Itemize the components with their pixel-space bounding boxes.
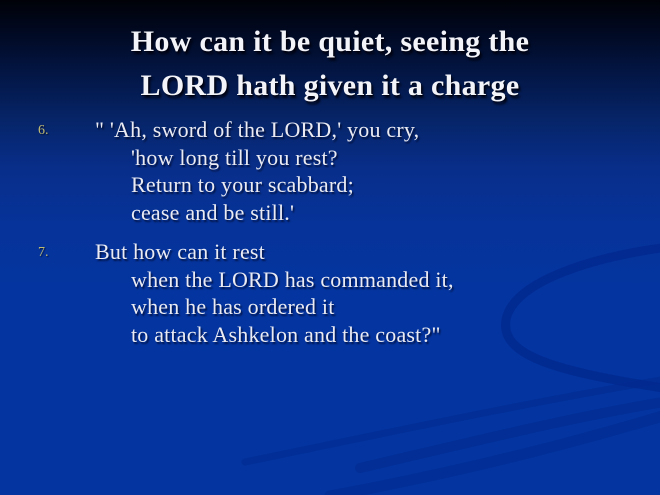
verse-line: 'how long till you rest? bbox=[131, 144, 338, 170]
swoosh-diagonal-band-2 bbox=[330, 406, 660, 495]
verse-line: But how can it rest bbox=[95, 239, 265, 264]
title-line-2: LORD hath given it a charge bbox=[140, 69, 520, 102]
verse-number: 6. bbox=[38, 123, 49, 138]
verse-line: " 'Ah, sword of the LORD,' you cry, bbox=[95, 117, 420, 142]
list-item-verse-7 bbox=[0, 238, 660, 348]
verse-text bbox=[95, 116, 660, 226]
slide-body bbox=[0, 116, 660, 360]
verse-text bbox=[95, 238, 660, 348]
verse-line: Return to your scabbard; bbox=[131, 172, 354, 197]
verse-line: when he has ordered it bbox=[131, 294, 335, 319]
verse-number: 7. bbox=[38, 245, 49, 260]
list-item-verse-6 bbox=[0, 116, 660, 226]
verse-line: cease and be still.' bbox=[131, 199, 295, 225]
verse-line: when the LORD has commanded it, bbox=[131, 266, 454, 292]
title-line-1: How can it be quiet, seeing the bbox=[130, 25, 530, 58]
verse-line: to attack Ashkelon and the coast?" bbox=[131, 321, 441, 347]
slide-title bbox=[0, 0, 660, 108]
